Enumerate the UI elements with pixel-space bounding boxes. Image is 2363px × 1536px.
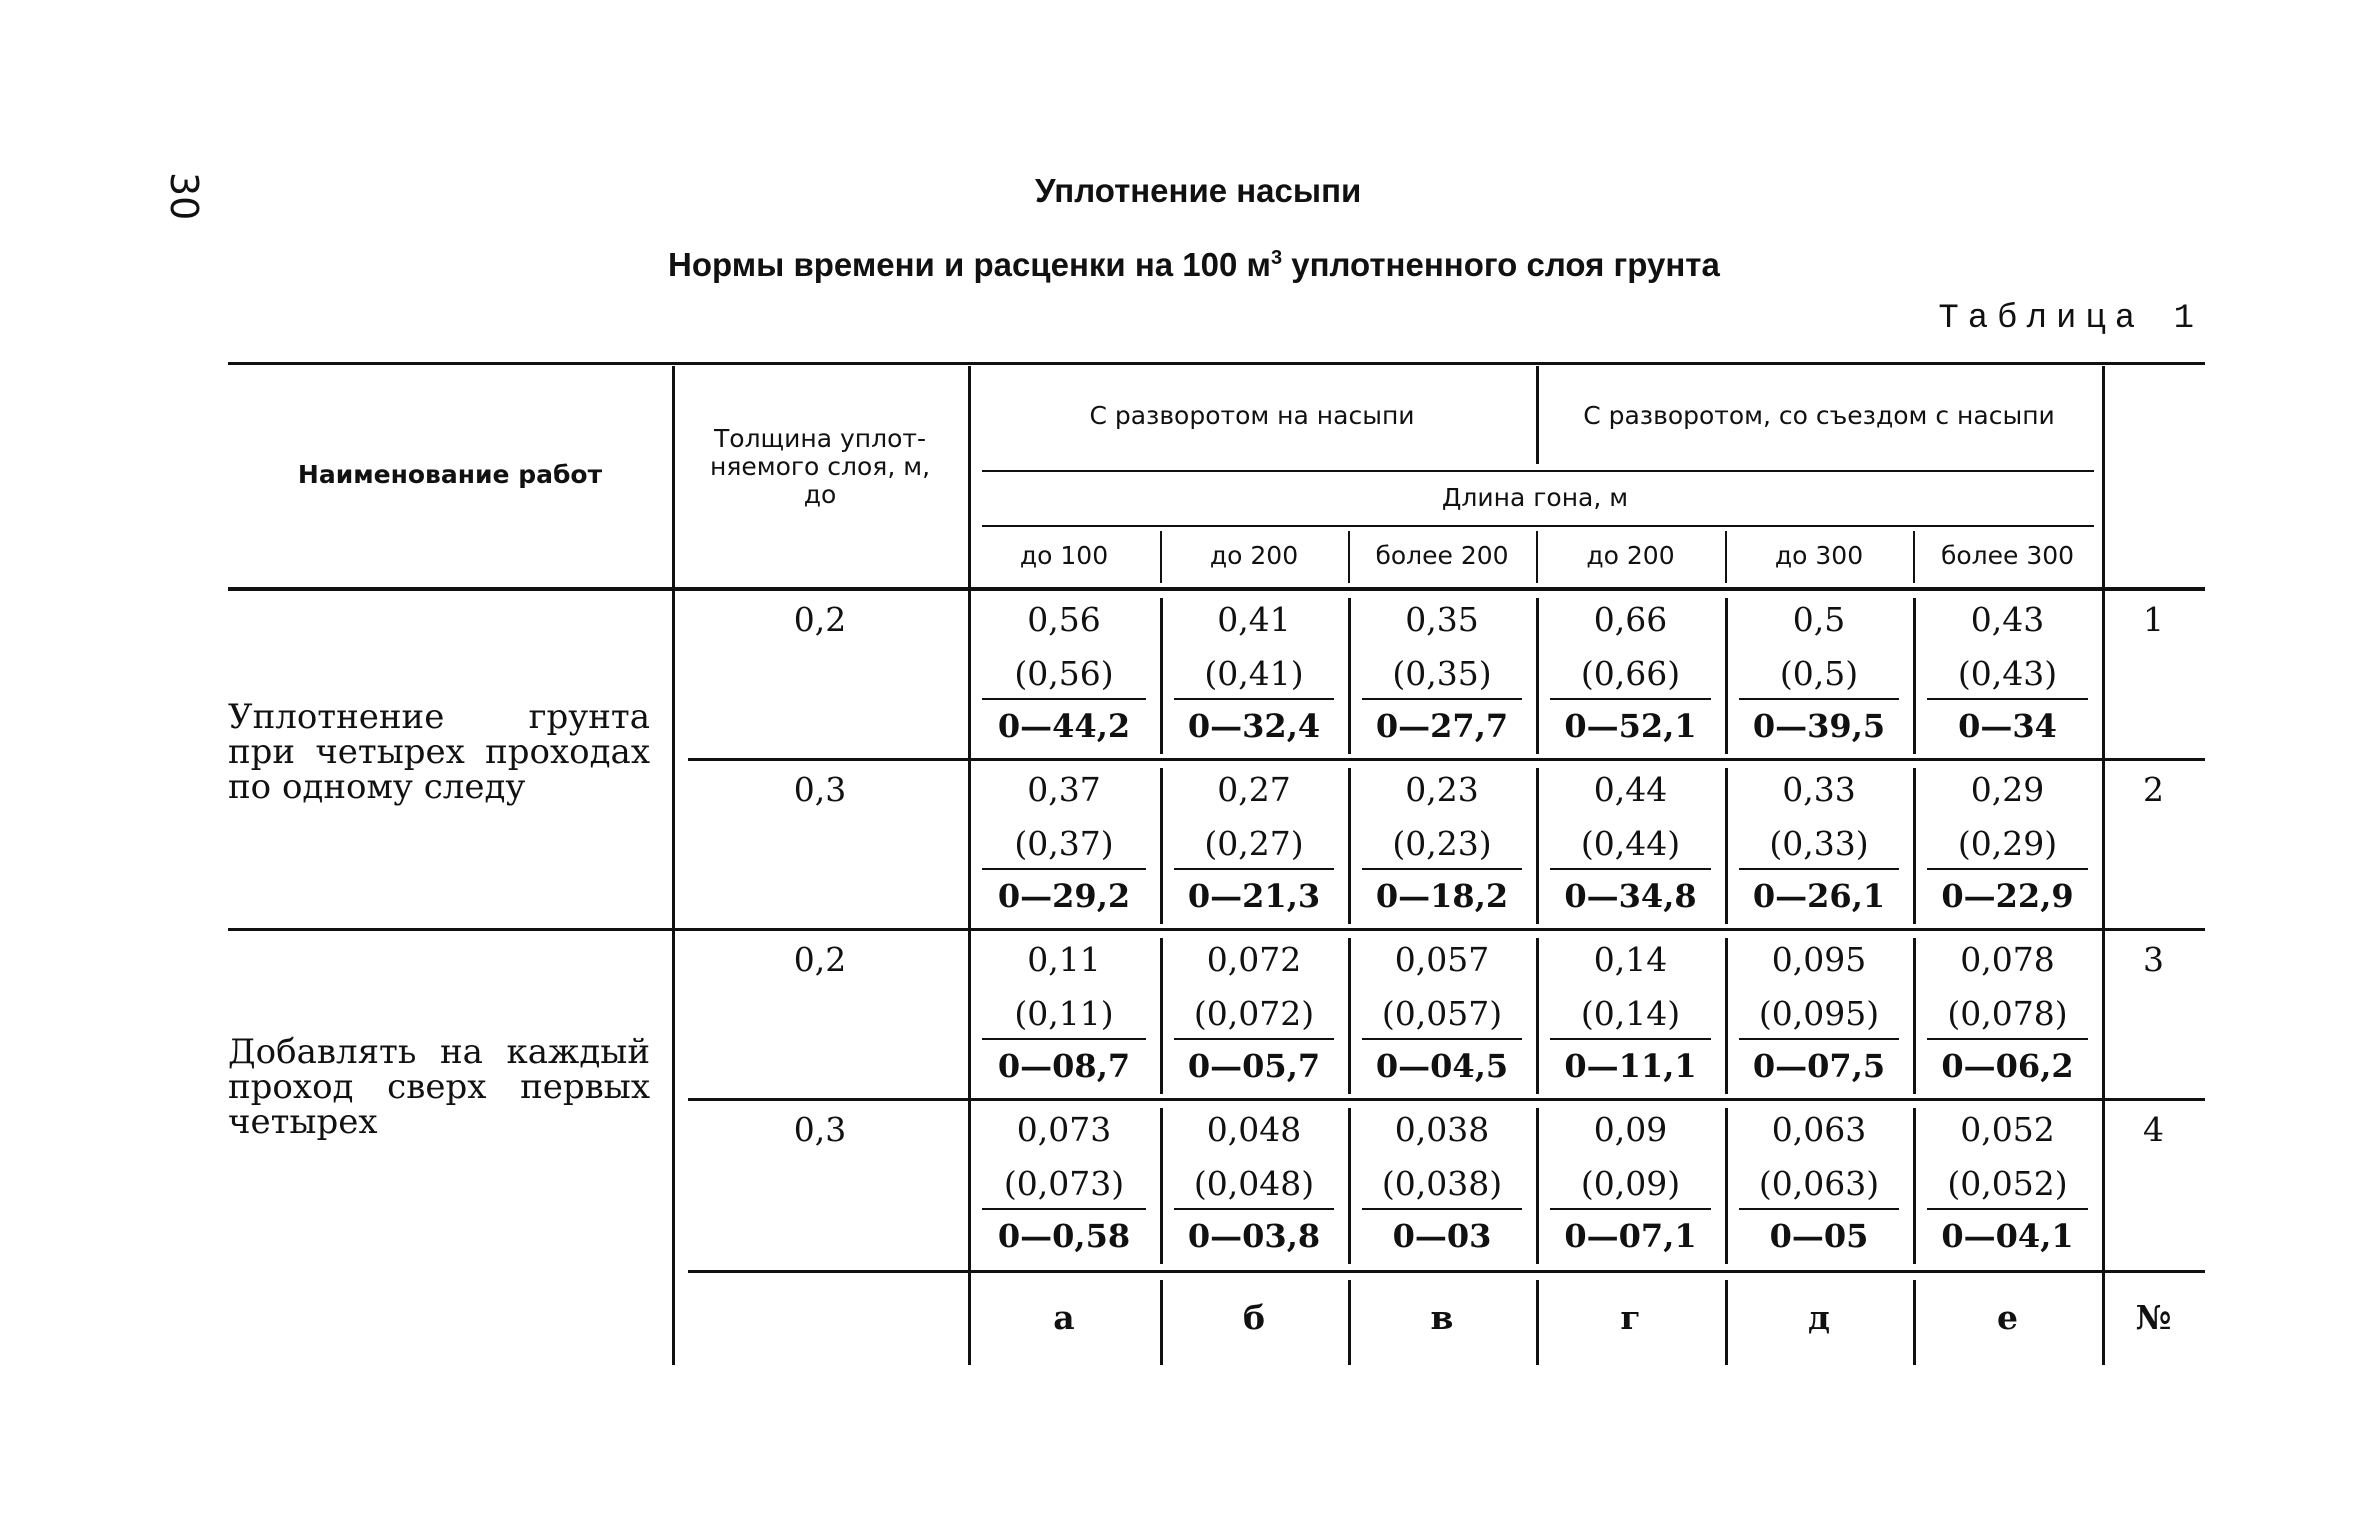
thickness-value: 0,3 <box>793 769 847 809</box>
header-group-2: С разворотом, со съездом с насыпи <box>1583 401 2055 430</box>
rate-value: 0—52,1 <box>1564 707 1697 745</box>
rate-value: 0—03,8 <box>1187 1217 1321 1255</box>
row-number: 3 <box>2143 939 2164 979</box>
rate-value: 0—39,5 <box>1752 707 1886 745</box>
divider-cell-1 <box>1160 1108 1163 1264</box>
fraction-bar <box>1174 868 1334 870</box>
table-label: Таблица 1 <box>1938 300 2203 338</box>
divider-head-col-3 <box>1348 531 1350 583</box>
norm-value: 0,35 <box>1405 599 1479 639</box>
norm-paren-value: (0,078) <box>1947 993 2068 1033</box>
norm-value: 0,66 <box>1593 599 1668 639</box>
norm-paren-value: (0,44) <box>1580 823 1681 863</box>
norm-value: 0,078 <box>1960 939 2055 979</box>
rate-value: 0—22,9 <box>1941 877 2074 915</box>
fraction-bar <box>1550 1208 1711 1210</box>
rate-value: 0—27,7 <box>1375 707 1509 745</box>
header-work-name: Наименование работ <box>297 459 603 489</box>
norm-paren-value: (0,5) <box>1779 653 1859 693</box>
norm-value: 0,063 <box>1771 1109 1867 1149</box>
footer-letter-0: а <box>1053 1298 1075 1337</box>
divider-cell-5 <box>1913 768 1916 924</box>
divider-cell-5 <box>1913 598 1916 754</box>
divider-group <box>1536 366 1539 464</box>
divider-cell-4 <box>1725 1108 1728 1264</box>
divider-number <box>2102 366 2105 1365</box>
fraction-bar <box>1174 698 1334 700</box>
norm-value: 0,038 <box>1394 1109 1490 1149</box>
fraction-bar <box>1927 868 2088 870</box>
norm-paren-value: (0,14) <box>1580 993 1681 1033</box>
rate-value: 0—34,8 <box>1564 877 1697 915</box>
divider-cell-1 <box>1160 938 1163 1094</box>
header-col-5: более 300 <box>1940 541 2075 570</box>
fraction-bar <box>1362 868 1522 870</box>
divider-head-col-6 <box>1913 531 1915 583</box>
divider-cell-1 <box>1160 768 1163 924</box>
norm-paren-value: (0,29) <box>1957 823 2058 863</box>
norm-value: 0,09 <box>1593 1109 1668 1149</box>
rate-value: 0—03 <box>1392 1217 1492 1255</box>
rate-value: 0—06,2 <box>1941 1047 2074 1085</box>
header-col-4: до 300 <box>1774 541 1864 570</box>
norm-paren-value: (0,048) <box>1193 1163 1315 1203</box>
norm-value: 0,43 <box>1970 599 2045 639</box>
norm-value: 0,56 <box>1027 599 1101 639</box>
row-number: 1 <box>2143 599 2164 639</box>
rate-value: 0—0,58 <box>997 1217 1131 1255</box>
divider-cell-2 <box>1348 598 1351 754</box>
divider-head-col-4 <box>1536 531 1538 583</box>
section-rule-0 <box>228 588 2205 591</box>
divider-footer-2 <box>1348 1280 1351 1365</box>
rate-value: 0—34 <box>1958 707 2057 745</box>
divider-cell-3 <box>1536 768 1539 924</box>
fraction-bar <box>1362 1208 1522 1210</box>
fraction-bar <box>1362 698 1522 700</box>
norm-paren-value: (0,27) <box>1204 823 1304 863</box>
work-name-1: Добавлять на каждый проход сверх первых четырех <box>228 1032 650 1142</box>
divider-cell-4 <box>1725 938 1728 1094</box>
fraction-bar <box>1927 1208 2088 1210</box>
fraction-bar <box>1174 1208 1334 1210</box>
footer-number-label: № <box>2135 1298 2172 1337</box>
divider-cell-5 <box>1913 938 1916 1094</box>
fraction-bar <box>1550 868 1711 870</box>
divider-cell-3 <box>1536 598 1539 754</box>
fraction-bar <box>1739 1038 1899 1040</box>
rate-value: 0—32,4 <box>1187 707 1321 745</box>
rate-value: 0—05,7 <box>1187 1047 1321 1085</box>
fraction-bar <box>1739 1208 1899 1210</box>
norm-paren-value: (0,073) <box>1003 1163 1125 1203</box>
page-number: 30 <box>162 172 206 221</box>
norm-value: 0,5 <box>1792 599 1846 639</box>
norm-value: 0,048 <box>1206 1109 1302 1149</box>
divider-cell-1 <box>1160 598 1163 754</box>
section-rule-1 <box>228 928 2205 931</box>
header-col-3: до 200 <box>1586 541 1675 570</box>
norm-value: 0,41 <box>1217 599 1291 639</box>
divider-cell-3 <box>1536 1108 1539 1264</box>
subtitle-sup: 3 <box>1270 247 1283 269</box>
divider-cell-4 <box>1725 768 1728 924</box>
rate-value: 0—21,3 <box>1187 877 1321 915</box>
fraction-bar <box>982 1038 1146 1040</box>
norm-value: 0,095 <box>1771 939 1867 979</box>
norm-paren-value: (0,063) <box>1758 1163 1880 1203</box>
rate-value: 0—11,1 <box>1564 1047 1697 1085</box>
work-name-0: Уплотнение грунта при четырех проходах по одному следу <box>228 697 650 807</box>
header-length-label: Длина гона, м <box>1441 482 1629 512</box>
thickness-value: 0,3 <box>793 1109 847 1149</box>
rate-value: 0—18,2 <box>1375 877 1509 915</box>
norm-value: 0,14 <box>1593 939 1668 979</box>
row-number: 2 <box>2143 769 2164 809</box>
row-rule-3 <box>688 1098 2205 1101</box>
fraction-bar <box>982 868 1146 870</box>
norm-paren-value: (0,37) <box>1014 823 1114 863</box>
norm-value: 0,27 <box>1217 769 1291 809</box>
footer-letter-3: г <box>1620 1298 1641 1337</box>
norm-paren-value: (0,56) <box>1014 653 1114 693</box>
rate-value: 0—04,5 <box>1375 1047 1509 1085</box>
rate-value: 0—04,1 <box>1941 1217 2074 1255</box>
norm-paren-value: (0,09) <box>1580 1163 1681 1203</box>
rate-value: 0—08,7 <box>997 1047 1131 1085</box>
fraction-bar <box>1927 1038 2088 1040</box>
header-col-0: до 100 <box>1019 541 1109 570</box>
rate-value: 0—26,1 <box>1752 877 1886 915</box>
fraction-bar <box>1550 698 1711 700</box>
rate-value: 0—07,1 <box>1564 1217 1697 1255</box>
divider-cell-2 <box>1348 938 1351 1094</box>
row-rule-1 <box>688 758 2205 761</box>
page-title: Уплотнение насыпи <box>1035 172 1362 209</box>
norm-value: 0,29 <box>1970 769 2045 809</box>
divider-cell-3 <box>1536 938 1539 1094</box>
footer-letter-4: д <box>1808 1298 1830 1337</box>
header-thickness: Толщина уплот- няемого слоя, м, до <box>709 424 931 509</box>
norm-paren-value: (0,072) <box>1193 993 1315 1033</box>
fraction-bar <box>982 1208 1146 1210</box>
fraction-bar <box>982 698 1146 700</box>
rate-value: 0—44,2 <box>997 707 1131 745</box>
table-subtitle <box>668 246 1720 284</box>
norm-value: 0,37 <box>1027 769 1101 809</box>
divider-footer-3 <box>1536 1280 1539 1365</box>
divider-cell-5 <box>1913 1108 1916 1264</box>
rate-value: 0—07,5 <box>1752 1047 1886 1085</box>
rate-value: 0—05 <box>1769 1217 1869 1255</box>
divider-footer-4 <box>1725 1280 1728 1365</box>
norm-paren-value: (0,095) <box>1758 993 1880 1033</box>
fraction-bar <box>1174 1038 1334 1040</box>
thickness-value: 0,2 <box>793 599 847 639</box>
thickness-value: 0,2 <box>793 939 847 979</box>
divider-cell-2 <box>1348 1108 1351 1264</box>
norm-paren-value: (0,057) <box>1381 993 1503 1033</box>
norm-value: 0,23 <box>1405 769 1479 809</box>
norm-value: 0,057 <box>1394 939 1490 979</box>
fraction-bar <box>1927 698 2088 700</box>
header-col-1: до 200 <box>1209 541 1299 570</box>
norm-paren-value: (0,33) <box>1769 823 1869 863</box>
norm-paren-value: (0,41) <box>1204 653 1304 693</box>
fraction-bar <box>1550 1038 1711 1040</box>
divider-footer-5 <box>1913 1280 1916 1365</box>
header-group-1: С разворотом на насыпи <box>1089 401 1415 430</box>
divider-thickness <box>672 366 675 1365</box>
norm-paren-value: (0,038) <box>1381 1163 1503 1203</box>
rate-value: 0—29,2 <box>997 877 1131 915</box>
norm-paren-value: (0,23) <box>1392 823 1492 863</box>
norm-value: 0,44 <box>1593 769 1668 809</box>
norm-value: 0,33 <box>1782 769 1856 809</box>
divider-cell-4 <box>1725 598 1728 754</box>
norm-paren-value: (0,43) <box>1957 653 2058 693</box>
footer-letter-1: б <box>1242 1298 1265 1337</box>
footer-letter-2: в <box>1430 1298 1454 1337</box>
norm-paren-value: (0,052) <box>1947 1163 2068 1203</box>
subtitle-suffix: уплотненного слоя грунта <box>1282 246 1720 283</box>
norm-value: 0,11 <box>1027 939 1101 979</box>
fraction-bar <box>1362 1038 1522 1040</box>
norm-paren-value: (0,35) <box>1392 653 1492 693</box>
fraction-bar <box>1739 698 1899 700</box>
divider-cell-2 <box>1348 768 1351 924</box>
footer-letter-5: е <box>1997 1298 2018 1337</box>
norm-value: 0,052 <box>1960 1109 2055 1149</box>
fraction-bar <box>1739 868 1899 870</box>
norm-paren-value: (0,11) <box>1014 993 1114 1033</box>
divider-footer-1 <box>1160 1280 1163 1365</box>
subtitle-prefix: Нормы времени и расценки на 100 м <box>668 246 1271 283</box>
footer-rule <box>688 1270 2205 1273</box>
row-number: 4 <box>2143 1109 2164 1149</box>
header-col-2: более 200 <box>1375 541 1509 570</box>
divider-head-col-5 <box>1725 531 1727 583</box>
divider-head-col-2 <box>1160 531 1162 583</box>
norm-value: 0,073 <box>1016 1109 1112 1149</box>
norm-paren-value: (0,66) <box>1580 653 1681 693</box>
norm-value: 0,072 <box>1206 939 1302 979</box>
